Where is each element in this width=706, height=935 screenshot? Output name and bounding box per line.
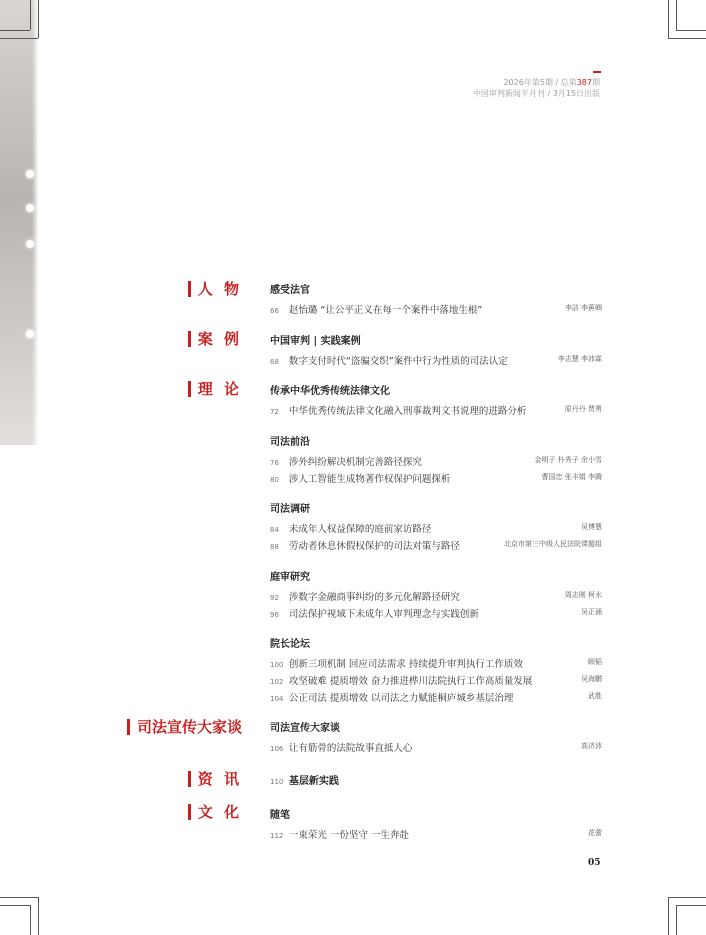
entry-title: 赵怡璐 “让公平正义在每一个案件中落地生根” xyxy=(288,305,483,316)
crop-mark xyxy=(676,30,706,31)
light-spot xyxy=(26,240,34,248)
entry-title: 劳动者休息休假权保护的司法对策与路径 xyxy=(288,541,460,552)
page-number: 05 xyxy=(588,858,601,868)
entry-title: 让有筋骨的法院故事直抵人心 xyxy=(288,743,413,754)
publication-line: 中国审判新闻半月刊 / 3月15日出版 xyxy=(472,89,600,98)
toc-entry[interactable] xyxy=(270,538,602,555)
toc-section xyxy=(270,500,602,555)
crop-mark xyxy=(0,30,30,31)
toc-entry[interactable] xyxy=(270,656,602,673)
section-title: 庭审研究 xyxy=(270,572,310,583)
crop-mark xyxy=(0,905,30,906)
entry-page: 96 xyxy=(270,611,279,619)
category-cases: 案 例 xyxy=(188,331,242,347)
entry-author: 李洁 李蕉卿 xyxy=(564,304,602,312)
toc-entry[interactable] xyxy=(270,606,602,623)
entry-author: 顾韬 xyxy=(588,658,602,666)
toc-entry[interactable] xyxy=(270,589,602,606)
light-spot xyxy=(26,330,34,338)
toc-section xyxy=(270,772,602,789)
crop-mark xyxy=(668,897,669,935)
section-title: 司法宣传大家谈 xyxy=(270,723,340,734)
cover-photo-strip xyxy=(0,0,38,445)
section-title: 司法前沿 xyxy=(270,437,310,448)
toc-entry[interactable] xyxy=(270,827,602,844)
section-title: 感受法官 xyxy=(270,285,310,296)
crop-mark xyxy=(30,0,31,30)
issue-header xyxy=(473,77,600,99)
toc-entry[interactable] xyxy=(270,454,602,471)
crop-mark xyxy=(668,0,669,38)
entry-author: 李志慧 李沛霖 xyxy=(557,355,602,363)
entry-page: 84 xyxy=(270,526,279,534)
crop-mark xyxy=(676,0,677,30)
entry-title: 基层新实践 xyxy=(288,776,339,787)
entry-author: 花蕾 xyxy=(588,829,602,837)
toc-section xyxy=(270,635,602,707)
category-culture: 文 化 xyxy=(188,804,242,820)
crop-mark xyxy=(676,905,677,935)
entry-page: 92 xyxy=(270,594,279,602)
entry-title: 涉外纠纷解决机制完善路径探究 xyxy=(288,457,422,468)
entry-title: 攻坚破难 提质增效 奋力推进桦川法院执行工作高质量发展 xyxy=(288,676,533,687)
entry-page: 110 xyxy=(270,778,284,786)
crop-mark xyxy=(38,897,39,935)
entry-title: 创新三项机制 回应司法需求 持续提升审判执行工作质效 xyxy=(288,659,523,670)
entry-page: 112 xyxy=(270,832,284,840)
section-title: 司法调研 xyxy=(270,504,310,515)
crop-mark xyxy=(38,0,39,38)
toc-entry[interactable] xyxy=(270,471,602,488)
entry-page: 102 xyxy=(270,678,284,686)
section-title: 中国审判 | 实践案例 xyxy=(270,336,361,347)
crop-mark xyxy=(676,905,706,906)
entry-title: 未成年人权益保障的庭前家访路径 xyxy=(288,524,432,535)
crop-mark xyxy=(30,905,31,935)
entry-title: 一束荣光 一份坚守 一生奔赴 xyxy=(288,830,409,841)
toc-section xyxy=(270,332,602,370)
entry-author: 吴博慧 xyxy=(581,523,602,531)
entry-title: 司法保护视域下未成年人审判理念与实践创新 xyxy=(288,609,479,620)
entry-title: 数字支付时代“盗骗交织”案件中行为性质的司法认定 xyxy=(288,356,508,367)
toc-entry[interactable] xyxy=(270,353,602,370)
section-title: 院长论坛 xyxy=(270,639,310,650)
entry-author: 曹国忠 张丰娟 李腾 xyxy=(541,473,602,481)
section-title: 传承中华优秀传统法律文化 xyxy=(270,386,390,397)
toc-entry[interactable] xyxy=(270,673,602,690)
entry-page: 72 xyxy=(270,408,279,416)
toc-entry[interactable] xyxy=(270,690,602,707)
toc-section xyxy=(270,281,602,319)
toc-section xyxy=(270,382,602,420)
entry-author: 周志刚 柯水 xyxy=(564,591,602,599)
crop-mark xyxy=(668,38,706,39)
toc-section xyxy=(270,719,602,757)
entry-author: 高济沛 xyxy=(581,742,602,750)
crop-mark xyxy=(0,38,38,39)
entry-author: 吴海鹏 xyxy=(581,675,602,683)
category-theory: 理 论 xyxy=(188,381,242,397)
category-news: 资 讯 xyxy=(188,771,242,787)
crop-mark xyxy=(668,897,706,898)
toc-section xyxy=(270,433,602,488)
entry-page: 100 xyxy=(270,661,284,669)
entry-author: 原丹丹 贾勇 xyxy=(564,405,602,413)
entry-title: 涉数字金融商事纠纷的多元化解路径研究 xyxy=(288,592,460,603)
category-publicity: 司法宣传大家谈 xyxy=(127,719,242,735)
light-spot xyxy=(26,204,34,212)
toc-section xyxy=(270,568,602,623)
crop-mark xyxy=(0,897,38,898)
category-people: 人 物 xyxy=(188,281,242,297)
entry-page: 88 xyxy=(270,543,279,551)
toc-entry[interactable] xyxy=(270,521,602,538)
issue-line: 2026年第5期 / 总第387期 xyxy=(503,78,600,87)
entry-author: 金明子 朴秀子 余小雪 xyxy=(534,456,602,464)
toc-section xyxy=(270,806,602,844)
entry-page: 76 xyxy=(270,459,279,467)
header-accent xyxy=(593,71,601,73)
toc-entry[interactable] xyxy=(270,740,602,757)
entry-page: 80 xyxy=(270,476,279,484)
light-spot xyxy=(26,170,34,178)
section-title: 随笔 xyxy=(270,810,290,821)
entry-page: 104 xyxy=(270,695,284,703)
toc-entry[interactable] xyxy=(270,302,602,319)
toc-entry[interactable] xyxy=(270,772,602,789)
entry-title: 涉人工智能生成物著作权保护问题探析 xyxy=(288,474,451,485)
entry-author: 武胜 xyxy=(588,692,602,700)
entry-title: 公正司法 提质增效 以司法之力赋能桐庐城乡基层治理 xyxy=(288,693,514,704)
entry-page: 68 xyxy=(270,358,279,366)
entry-page: 106 xyxy=(270,745,284,753)
entry-title: 中华优秀传统法律文化融入刑事裁判文书说理的进路分析 xyxy=(288,406,527,417)
entry-page: 66 xyxy=(270,307,279,315)
toc-entry[interactable] xyxy=(270,403,602,420)
entry-author: 北京市第三中级人民法院课题组 xyxy=(504,540,602,548)
entry-author: 吴正涌 xyxy=(581,608,602,616)
